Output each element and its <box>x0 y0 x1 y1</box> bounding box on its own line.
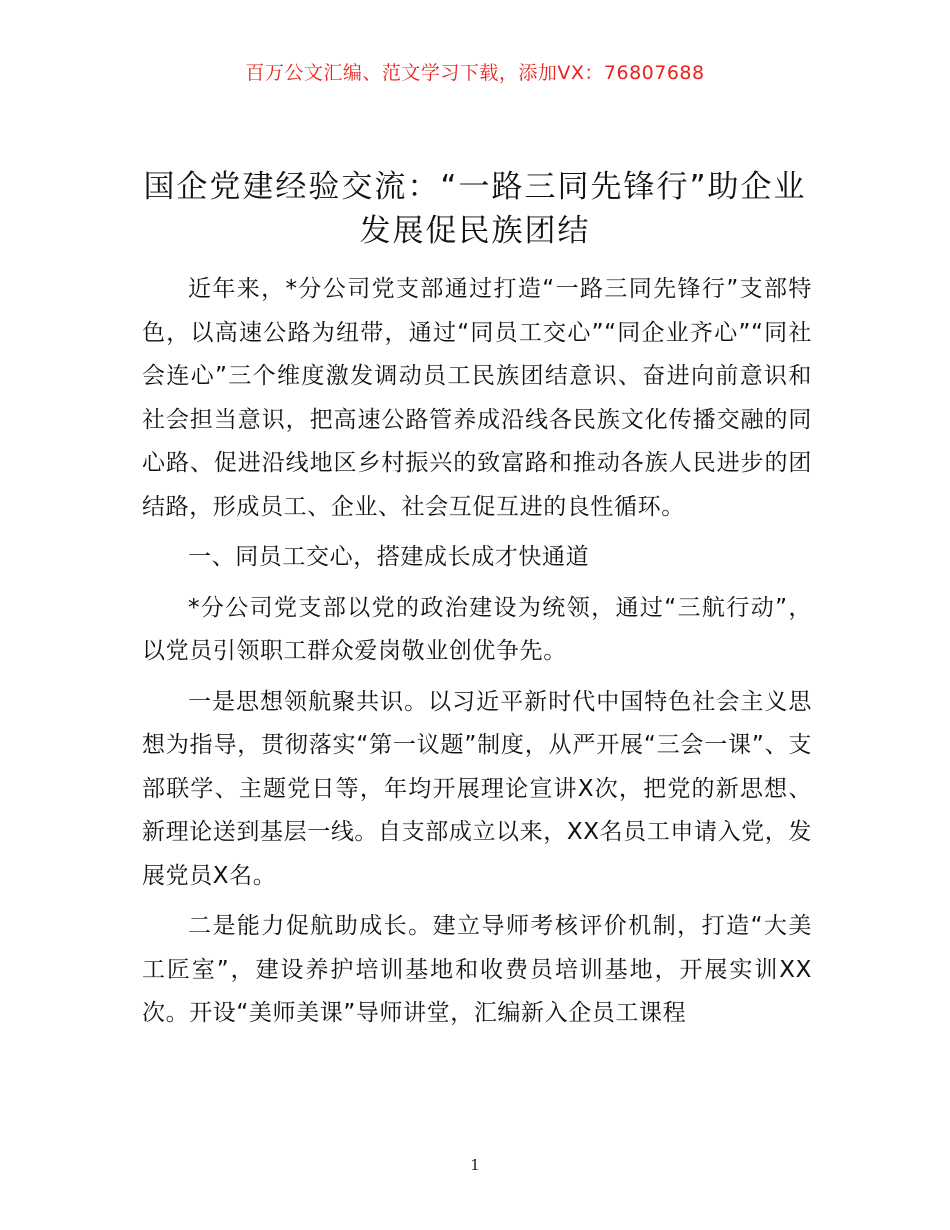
document-body <box>142 268 812 1043</box>
body-paragraph: 二是能力促航助成长。建立导师考核评价机制，打造“大美工匠室”，建设养护培训基地和收费员培训基地，开展实训XX次。开设“美师美课”导师讲堂，汇编新入企员工课程 <box>142 913 812 1026</box>
body-paragraph: 一是思想领航聚共识。以习近平新时代中国特色社会主义思想为指导，贯彻落实“第一议题”制度，从严开展“三会一课”、支部联学、主题党日等，年均开展理论宣讲X次，把党的新思想、新理论送到基层一线。自支部成立以来，XX名员工申请入党，发展党员X名。 <box>142 688 812 889</box>
intro-paragraph: 近年来，*分公司党支部通过打造“一路三同先锋行”支部特色，以高速公路为纽带，通过“同员工交心”“同企业齐心”“同社会连心”三个维度激发调动员工民族团结意识、奋进向前意识和社会担当意识，把高速公路管养成沿线各民族文化传播交融的同心路、促进沿线地区乡村振兴的致富路和推动各族人民进步的团结路，形成员工、企业、社会互促互进的良性循环。 <box>142 276 812 520</box>
document-title: 国企党建经验交流：“一路三同先锋行”助企业发展促民族团结 <box>143 169 807 249</box>
body-paragraph: *分公司党支部以党的政治建设为统领，通过“三航行动”，以党员引领职工群众爱岗敬业创优争先。 <box>142 594 812 664</box>
promo-header: 百万公文汇编、范文学习下载，添加VX：76807688 <box>245 62 705 84</box>
section-heading-1: 一、同员工交心，搭建成长成才快通道 <box>188 544 590 570</box>
page-number: 1 <box>470 1156 480 1174</box>
